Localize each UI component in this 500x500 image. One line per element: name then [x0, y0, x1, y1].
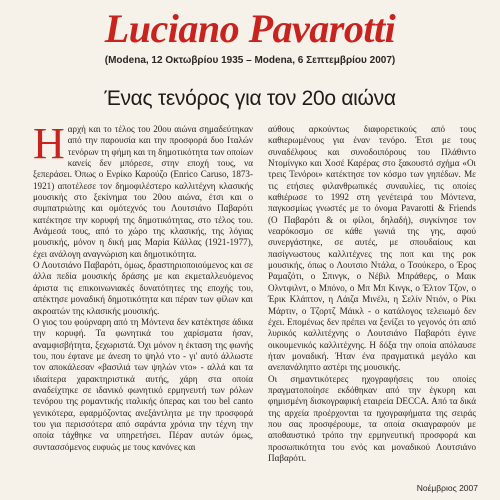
publication-date: Νοέμβριος 2007 [416, 483, 478, 493]
left-column [33, 119, 253, 453]
paragraph-text: αρχή και το τέλος του 20ου αιώνα σημαδεύτηκαν από την παρουσία και την προσφορά δυο Ιταλών τενόρων τη φήμη και τη δημοτικότητα των οποίων κανείς δεν μπόρεσε, στην εποχή τους, να ξεπεράσει. Όπως ο Ενρίκο Καρούζο (Enrico Caruso, 1873-1921) αποτέλεσε τον δημοφιλέστερο καλλιτέχνη κλασικής μουσικής στο ξεκίνημα του 20ου αιώνα, έτσι και ο συμπατριώτης και ομότεχνός του Λουτσιάνο Παβαρότι κατέκτησε την κορυφή της δημοτικότητας, στο τέλος του. Ανάμεσά τους, από το χώρο της κλασικής, της λόγιας μουσικής, μόνον η δική μας Μαρία Κάλλας (1921-1977), έχει ανάλογη αναγνώριση και δημοτικότητα. [33, 124, 253, 259]
paragraph: αύθους αρκούντως διαφορετικούς από τους καθιερωμένους για έναν τενόρο. Έτσι με τους συναδέλφους και συνοδοιπόρους του Πλάθιντο Ντομίνγκο και Χοσέ Καρέρας στο ξακουστό σχήμα «Οι τρεις Τενόροι» κατέκτησε τον κόσμο των γηπέδων. Με τις ετήσιες φιλανθρωπικές συναυλίες, τις οποίες καθιέρωσε το 1992 στη γενέτειρά του Μόντενα, παγκοσμίως γνωστές με το όνομα Pavarotti & Friends (Ο Παβαρότι & οι φίλοι, δηλαδή), συγκίνησε τον νεαρόκοσμο σε κάθε γωνιά της γης, αφού συνεργάστηκε, σε αυτές, με σπουδαίους και πασίγνωστους καλλιτέχνες της ποπ και της ροκ μουσικής, όπως ο Λουτσιο Ντάλα, ο Τσούκερο, ο Έρος Ραμαζότι, ο Σπινγκ, ο Νέβιλ Μπράθερς, ο Μαικ Ολντφιλντ, ο Μπόνο, ο Μπ Μπ Κινγκ, ο Έλτον Τζον, ο Έρικ Κλάπτον, η Λάιζα Μινέλι, η Σελίν Ντιόν, ο Ρίκι Μάρτιν, ο Τζορτζ Μάικλ - ο κατάλογος τελειωμό δεν έχει. Επομένως δεν πρέπει να ξενίζει το γεγονός ότι από λυρικός καλλιτέχνης ο Λουτσιάνο Παβαρότι έγινε οικουμενικός καλλιτέχνης. Η δόξα την οποία απόλαυσε ήταν μοναδική. Ήταν ένα πραγματικά μεγάλο και ανεπανάληπτο αστέρι της μουσικής. [268, 124, 476, 373]
paragraph: Ο Λουτσιάνο Παβαρότι, όμως, δραστηριοποιούμενος και σε άλλα πεδία μουσικής δράσης με και εκμεταλλευόμενος άριστα τις επικοινωνιακές δυνατότητες της εποχής του, απέκτησε μοναδική δημοτικότητα και πέραν των φίλων και ακροατών της κλασικής μουσικής. [33, 260, 253, 316]
paragraph [33, 119, 253, 260]
right-column [268, 124, 476, 464]
article-subtitle: Ένας τενόρος για τον 20ο αιώνα [104, 87, 396, 110]
drop-cap: Η [33, 119, 65, 168]
page-title: Luciano Pavarotti [104, 6, 396, 51]
paragraph: Οι σημαντικότερες ηχογραφήσεις του οποίες πραγματοποίησε εκδόθηκαν από την έγκυρη και φημισμένη δισκογραφική εταιρεία DECCA. Από τα δικά της αρχεία προέρχονται τα ηχογραφήματα της σειράς που σας προσφέρουμε, τα οποία σκιαγραφούν με αποθαυστικό τρόπο την ερμηνευτική προσφορά και προσωπικότητα του ενός και μοναδικού Λουτσιάνο Παβαρότι. [268, 373, 476, 463]
life-dates: (Modena, 12 Οκτωβρίου 1935 – Modena, 6 Σεπτεμβρίου 2007) [104, 55, 396, 66]
paragraph: Ο γιος του φούρναρη από τη Μόντενα δεν κατέκτησε άδικα την κορυφή. Τα φωνητικά του χαρίσματα ήσαν, αναμφισβήτητα, ξεχωριστά. Όχι μόνον η έκταση της φωνής του, που έφτανε με άνεση το ψηλό ντο - γι' αυτό άλλωστε τον αποκάλεσαν «βασιλιά των ψηλών ντο» - αλλά και τα ιδιαίτερα χαρακτηριστικά αυτής, χάρη στα οποία αναδείχτηκε σε ιδανικό φωνητικό ερμηνευτή των ρόλων τενόρου της ρομαντικής ιταλικής όπερας και του bel canto γενικότερα, εφαρμόζοντας ανεξάντλητα με την προσφορά του για περισσότερα από σαράντα χρόνια την τέχνη την οποία τάχθηκε να υπηρετήσει. Πέραν αυτών όμως, συντασσόμενος ευφυώς με τους κανόνες και [33, 316, 253, 452]
